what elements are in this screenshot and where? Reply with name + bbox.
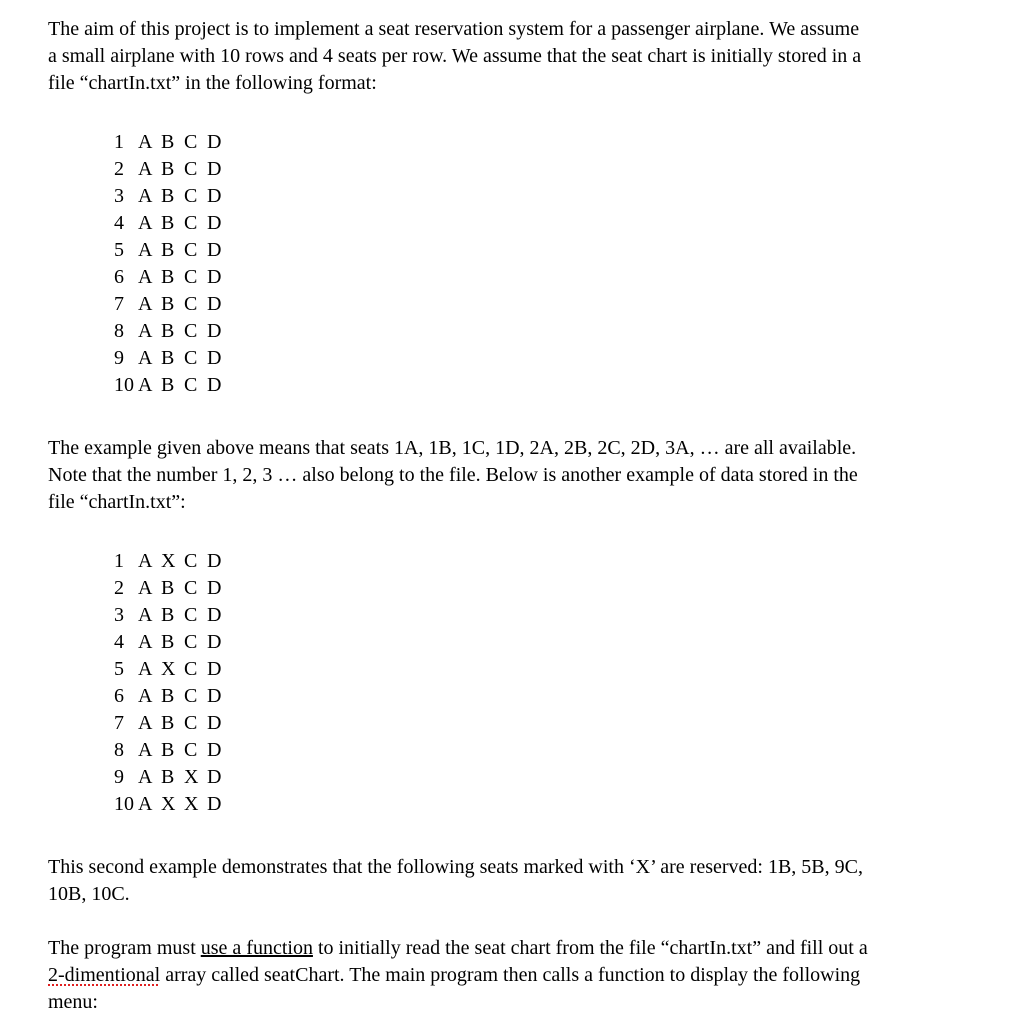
row-number: 9 <box>114 766 124 788</box>
intro-line-1: The aim of this project is to implement a seat reservation system for a passenger airplane. We assume <box>48 18 860 40</box>
seat-cell: B <box>161 374 175 396</box>
seat-cell: D <box>207 577 222 599</box>
seat-cell: B <box>161 320 175 342</box>
seat-cell: A <box>138 131 153 153</box>
seat-cell: C <box>184 631 198 653</box>
seat-cell: X <box>161 793 176 815</box>
seat-cell: B <box>161 739 175 761</box>
seat-cell: A <box>138 320 153 342</box>
seat-row <box>114 764 230 791</box>
seat-row <box>114 656 230 683</box>
row-number: 2 <box>114 577 124 599</box>
seat-cell: C <box>184 739 198 761</box>
seat-row <box>114 291 230 318</box>
seat-cell: A <box>138 158 153 180</box>
reserved-line-1: This second example demonstrates that the following seats marked with ‘X’ are reserved: 1B, 5B, 9C, <box>48 856 863 878</box>
seat-cell: X <box>161 658 176 680</box>
seat-cell: C <box>184 712 198 734</box>
seat-row <box>114 575 230 602</box>
seat-cell: A <box>138 631 153 653</box>
misspelled-word[interactable]: 2-dimentional <box>48 964 161 986</box>
seat-cell: D <box>207 550 222 572</box>
seat-cell: A <box>138 658 153 680</box>
seat-row <box>114 264 230 291</box>
seat-chart-reserved <box>114 548 230 818</box>
seat-cell: C <box>184 212 198 234</box>
row-number: 5 <box>114 658 124 680</box>
seat-cell: B <box>161 158 175 180</box>
seat-cell: D <box>207 793 222 815</box>
seat-cell: B <box>161 577 175 599</box>
seat-cell: A <box>138 266 153 288</box>
seat-cell: C <box>184 550 198 572</box>
seat-cell: D <box>207 239 222 261</box>
seat-cell: C <box>184 185 198 207</box>
seat-cell: A <box>138 739 153 761</box>
seat-row <box>114 345 230 372</box>
row-number: 4 <box>114 631 124 653</box>
row-number: 5 <box>114 239 124 261</box>
seat-cell: A <box>138 766 153 788</box>
seat-cell: D <box>207 212 222 234</box>
program-text-1a: The program must <box>48 937 201 959</box>
seat-cell: D <box>207 766 222 788</box>
seat-row <box>114 318 230 345</box>
seat-cell: B <box>161 266 175 288</box>
seat-cell: C <box>184 266 198 288</box>
seat-cell: A <box>138 604 153 626</box>
seat-cell: D <box>207 131 222 153</box>
row-number: 2 <box>114 158 124 180</box>
seat-cell: D <box>207 374 222 396</box>
seat-cell: X <box>184 766 199 788</box>
seat-row <box>114 237 230 264</box>
seat-cell: B <box>161 685 175 707</box>
seat-cell: D <box>207 658 222 680</box>
seat-cell: B <box>161 347 175 369</box>
seat-cell: D <box>207 158 222 180</box>
seat-cell: A <box>138 239 153 261</box>
seat-cell: C <box>184 604 198 626</box>
program-paragraph <box>48 935 948 1016</box>
reserved-line-2: 10B, 10C. <box>48 883 130 905</box>
seat-cell: D <box>207 320 222 342</box>
seat-cell: A <box>138 185 153 207</box>
underlined-use-a-function: use a function <box>200 937 313 959</box>
seat-row <box>114 791 230 818</box>
seat-row <box>114 372 230 399</box>
seat-row <box>114 710 230 737</box>
seat-cell: D <box>207 604 222 626</box>
seat-cell: B <box>161 293 175 315</box>
row-number: 8 <box>114 320 124 342</box>
seat-cell: D <box>207 712 222 734</box>
seat-cell: C <box>184 658 198 680</box>
seat-cell: D <box>207 685 222 707</box>
explanation-paragraph <box>48 435 948 516</box>
seat-cell: C <box>184 158 198 180</box>
seat-cell: A <box>138 212 153 234</box>
seat-row <box>114 548 230 575</box>
seat-cell: A <box>138 577 153 599</box>
row-number: 10 <box>114 374 134 396</box>
intro-paragraph <box>48 16 948 97</box>
row-number: 6 <box>114 685 124 707</box>
row-number: 7 <box>114 712 124 734</box>
row-number: 3 <box>114 185 124 207</box>
seat-cell: B <box>161 766 175 788</box>
seat-row <box>114 183 230 210</box>
seat-row <box>114 737 230 764</box>
row-number: 1 <box>114 131 124 153</box>
document-body <box>48 16 948 1016</box>
seat-cell: B <box>161 239 175 261</box>
seat-cell: B <box>161 131 175 153</box>
row-number: 7 <box>114 293 124 315</box>
seat-cell: B <box>161 185 175 207</box>
explanation-line-3: file “chartIn.txt”: <box>48 491 186 513</box>
seat-cell: C <box>184 320 198 342</box>
row-number: 4 <box>114 212 124 234</box>
seat-cell: A <box>138 374 153 396</box>
seat-cell: D <box>207 631 222 653</box>
seat-cell: B <box>161 212 175 234</box>
seat-cell: A <box>138 793 153 815</box>
row-number: 10 <box>114 793 134 815</box>
seat-cell: A <box>138 712 153 734</box>
seat-row <box>114 210 230 237</box>
row-number: 9 <box>114 347 124 369</box>
program-text-2b: array called seatChart. The main program then calls a function to display the following <box>160 964 861 986</box>
row-number: 1 <box>114 550 124 572</box>
seat-row <box>114 129 230 156</box>
seat-cell: X <box>184 793 199 815</box>
seat-cell: X <box>161 550 176 572</box>
seat-cell: C <box>184 131 198 153</box>
reserved-paragraph <box>48 854 948 908</box>
seat-row <box>114 629 230 656</box>
seat-cell: C <box>184 577 198 599</box>
seat-cell: A <box>138 550 153 572</box>
seat-cell: C <box>184 293 198 315</box>
seat-cell: C <box>184 347 198 369</box>
program-text-3: menu: <box>48 991 98 1013</box>
intro-line-2: a small airplane with 10 rows and 4 seats per row. We assume that the seat chart is initially stored in a <box>48 45 862 67</box>
row-number: 6 <box>114 266 124 288</box>
seat-cell: A <box>138 685 153 707</box>
seat-cell: B <box>161 604 175 626</box>
seat-cell: A <box>138 293 153 315</box>
explanation-line-1: The example given above means that seats 1A, 1B, 1C, 1D, 2A, 2B, 2C, 2D, 3A, … are all available. <box>48 437 857 459</box>
seat-cell: A <box>138 347 153 369</box>
seat-row <box>114 156 230 183</box>
seat-cell: C <box>184 374 198 396</box>
program-text-1b: to initially read the seat chart from the file “chartIn.txt” and fill out a <box>312 937 868 959</box>
seat-cell: B <box>161 712 175 734</box>
seat-cell: D <box>207 266 222 288</box>
seat-cell: D <box>207 739 222 761</box>
seat-row <box>114 683 230 710</box>
seat-row <box>114 602 230 629</box>
seat-cell: D <box>207 293 222 315</box>
explanation-line-2: Note that the number 1, 2, 3 … also belong to the file. Below is another example of data stored in the <box>48 464 858 486</box>
seat-cell: D <box>207 185 222 207</box>
seat-chart-available <box>114 129 230 399</box>
seat-cell: C <box>184 685 198 707</box>
row-number: 3 <box>114 604 124 626</box>
seat-cell: B <box>161 631 175 653</box>
seat-cell: C <box>184 239 198 261</box>
seat-cell: D <box>207 347 222 369</box>
row-number: 8 <box>114 739 124 761</box>
intro-line-3: file “chartIn.txt” in the following format: <box>48 72 377 94</box>
